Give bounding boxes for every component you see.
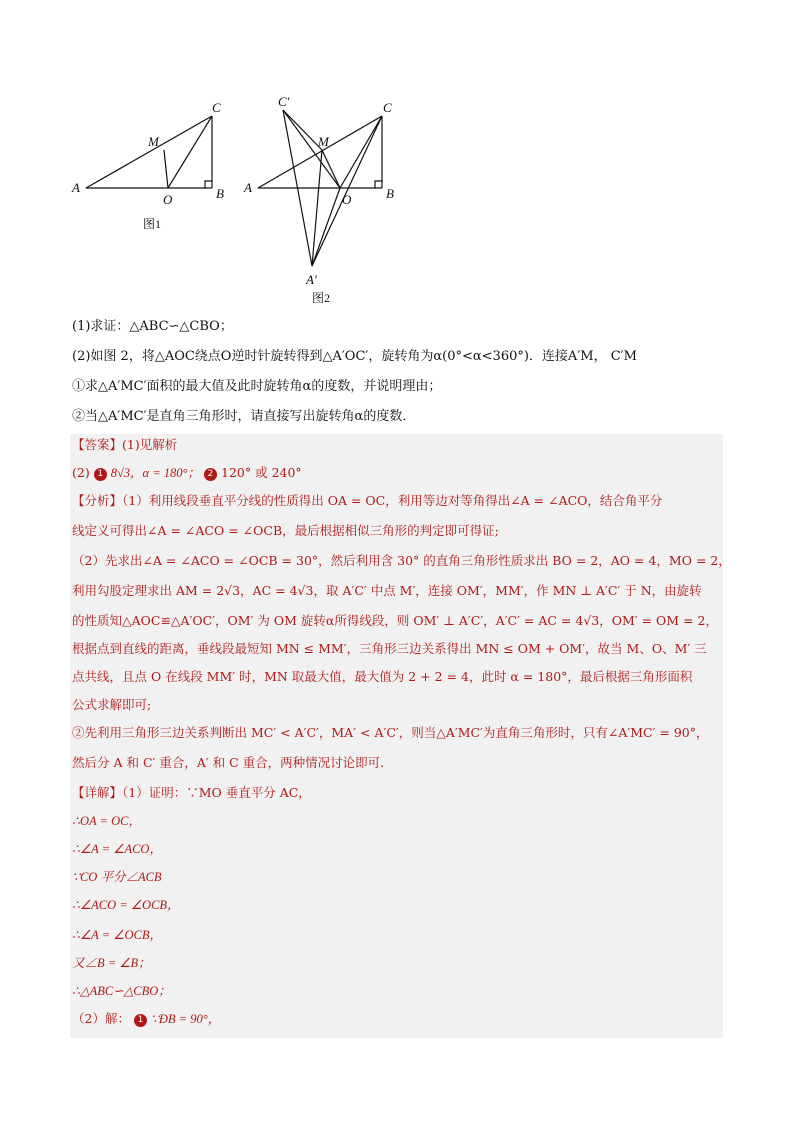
detail-line-3: ∵CO 平分∠ACB bbox=[72, 870, 162, 884]
fig2-label-m: M bbox=[318, 134, 329, 149]
answer-part-1: (1)见解析 bbox=[122, 437, 178, 452]
fig1-label-m: M bbox=[148, 134, 159, 149]
detail-line-7: ∴△ABC∽△CBO； bbox=[72, 984, 171, 998]
answer-line bbox=[72, 436, 177, 454]
fig1-label-o: O bbox=[163, 192, 173, 207]
answer-part-2-2: 120° 或 240° bbox=[221, 465, 302, 480]
detail-line-1: ∴OA = OC， bbox=[72, 814, 141, 828]
detail-text-0: （1）证明：∵MO 垂直平分 AC， bbox=[122, 785, 311, 800]
question-part-2: (2)如图 2，将△AOC绕点O逆时针旋转得到△A′OC′，旋转角为α(0°<α<360°)．连接A′M， C′M bbox=[72, 349, 637, 364]
analysis-text-1: （1）利用线段垂直平分线的性质得出 OA = OC，利用等边对等角得出∠A = ∠ACO，结合角平分 bbox=[122, 493, 663, 508]
fig2-caption: 图2 bbox=[312, 291, 331, 305]
detail-line-8 bbox=[72, 1010, 220, 1028]
answer-line-2 bbox=[72, 464, 302, 482]
fig2-label-c: C bbox=[383, 100, 392, 115]
fig2-label-a: A bbox=[244, 180, 252, 195]
question-part-1: (1)求证：△ABC∽△CBO； bbox=[72, 319, 233, 334]
fig1-label-a: A bbox=[72, 180, 80, 195]
detail-line-4: ∴∠ACO = ∠OCB， bbox=[72, 898, 180, 912]
analysis-line-5: 的性质知△AOC≌△A′OC′，OM′ 为 OM 旋转α所得线段，则 OM′ ⊥ A′C′，A′C′ = AC = 4√3，OM′ = OM = 2， bbox=[72, 613, 718, 628]
fig1-label-c: C bbox=[212, 100, 221, 115]
geometry-figures bbox=[0, 0, 794, 312]
fig2-label-b: B bbox=[386, 186, 394, 201]
detail-label: 【详解】 bbox=[72, 785, 123, 800]
answer-label: 【答案】 bbox=[72, 437, 123, 452]
question-part-2-sub-1: ①求△A′MC′面积的最大值及此时旋转角α的度数，并说明理由； bbox=[72, 379, 442, 394]
detail-text-8: ∵ÐB = 90°， bbox=[150, 1012, 221, 1026]
analysis-label: 【分析】 bbox=[72, 493, 123, 508]
analysis-line-2: 线定义可得出∠A = ∠ACO = ∠OCB，最后根据相似三角形的判定即可得证; bbox=[72, 523, 499, 538]
figures-area bbox=[0, 0, 794, 312]
analysis-line-10: 然后分 A 和 C′ 重合，A′ 和 C 重合，两种情况讨论即可． bbox=[72, 755, 393, 770]
analysis-line-9: ②先利用三角形三边关系判断出 MC′ < A′C′，MA′ < A′C′，则当△A′MC′为直角三角形时，只有∠A′MC′ = 90°， bbox=[72, 725, 709, 740]
analysis-line-6: 根据点到直线的距离，垂线段最短知 MN ≤ MM′，三角形三边关系得出 MN ≤ OM + OM′，故当 M、O、M′ 三 bbox=[72, 641, 707, 656]
circled-one-icon: 1 bbox=[134, 1014, 147, 1027]
question-part-2-sub-2: ②当△A′MC′是直角三角形时，请直接写出旋转角α的度数． bbox=[72, 409, 416, 424]
answer-part-2-num: (2) bbox=[72, 465, 90, 480]
detail-line-6: 又∠B = ∠B； bbox=[72, 956, 151, 970]
circled-one-icon: 1 bbox=[94, 468, 107, 481]
analysis-line-4: 利用勾股定理求出 AM = 2√3，AC = 4√3，取 A′C′ 中点 M′，连接 OM′，MM′，作 MN ⊥ A′C′ 于 N，由旋转 bbox=[72, 583, 702, 598]
analysis-line-3: （2）先求出∠A = ∠ACO = ∠OCB = 30°，然后利用含 30° 的直角三角形性质求出 BO = 2，AO = 4，MO = 2， bbox=[72, 553, 731, 568]
fig2-label-c-prime: C′ bbox=[278, 94, 290, 109]
fig1-label-b: B bbox=[216, 186, 224, 201]
analysis-line-1 bbox=[72, 492, 662, 510]
detail-line-0 bbox=[72, 784, 311, 802]
fig2-label-o: O bbox=[342, 192, 352, 207]
analysis-line-7: 点共线，且点 O 在线段 MM′ 时，MN 取最大值，最大值为 2 + 2 = 4，此时 α = 180°，最后根据三角形面积 bbox=[72, 669, 693, 684]
detail-text-8-prefix: （2）解： bbox=[72, 1011, 130, 1026]
analysis-line-8: 公式求解即可; bbox=[72, 697, 152, 712]
circled-two-icon: 2 bbox=[204, 468, 217, 481]
detail-line-2: ∴∠A = ∠ACO， bbox=[72, 842, 162, 856]
figure-1 bbox=[86, 116, 212, 188]
answer-part-2-1: 8√3，α = 180°； bbox=[110, 466, 201, 480]
detail-line-5: ∴∠A = ∠OCB， bbox=[72, 928, 162, 942]
fig1-caption: 图1 bbox=[143, 217, 162, 231]
fig2-label-a-prime: A′ bbox=[306, 272, 317, 287]
